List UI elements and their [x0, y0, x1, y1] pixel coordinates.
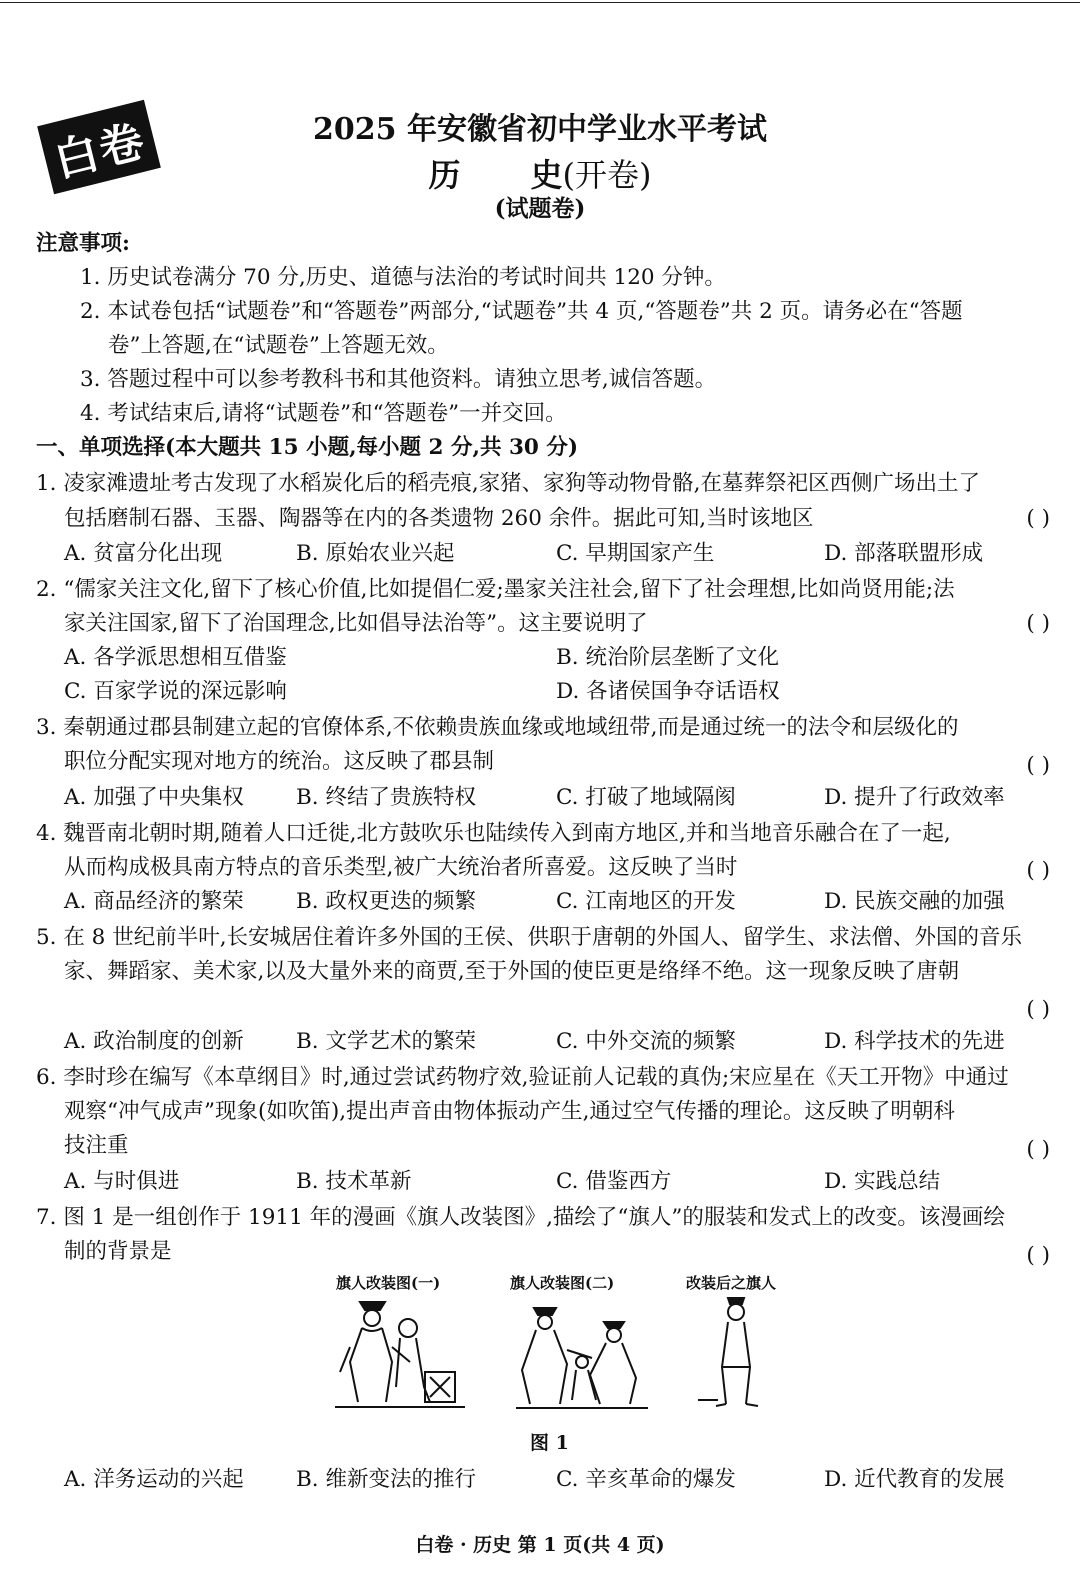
cartoon-figure-2	[512, 1300, 652, 1414]
answer-paren-3: ( )	[1026, 753, 1050, 778]
q3-option-d: D. 提升了行政效率	[824, 785, 1005, 810]
answer-paren-7: ( )	[1026, 1243, 1050, 1268]
section-heading: 一、单项选择(本大题共 15 小题,每小题 2 分,共 30 分)	[36, 435, 579, 460]
notice-line-2: 2. 本试卷包括“试题卷”和“答题卷”两部分,“试题卷”共 4 页,“答题卷”共 2 页。请务必在“答题	[80, 299, 963, 324]
q2-option-b: B. 统治阶层垄断了文化	[556, 645, 779, 670]
white-paper-stamp: 白卷	[37, 100, 161, 195]
q5-option-a: A. 政治制度的创新	[64, 1029, 244, 1054]
answer-paren-1: ( )	[1026, 506, 1050, 531]
q5-option-c: C. 中外交流的频繁	[556, 1029, 736, 1054]
q3-option-c: C. 打破了地域隔阂	[556, 785, 736, 810]
q3-option-a: A. 加强了中央集权	[64, 785, 244, 810]
question-7-line-2: 制的背景是	[64, 1239, 172, 1264]
question-4-line-1: 4. 魏晋南北朝时期,随着人口迁徙,北方鼓吹乐也陆续传入到南方地区,并和当地音乐融合在了一起,	[36, 821, 951, 846]
page-footer: 白卷 · 历史 第 1 页(共 4 页)	[415, 1534, 665, 1556]
q1-option-c: C. 早期国家产生	[556, 541, 715, 566]
q5-option-d: D. 科学技术的先进	[824, 1029, 1005, 1054]
question-3-line-2: 职位分配实现对地方的统治。这反映了郡县制	[64, 749, 495, 774]
subject-title: 历 史(开卷)	[428, 156, 652, 194]
answer-paren-6: ( )	[1026, 1137, 1050, 1162]
q2-option-c: C. 百家学说的深远影响	[64, 679, 287, 704]
q4-option-b: B. 政权更迭的频繁	[296, 889, 476, 914]
figure-caption-1: 旗人改装图(一)	[336, 1274, 441, 1292]
question-1-line-2: 包括磨制石器、玉器、陶器等在内的各类遗物 260 余件。据此可知,当时该地区	[64, 506, 814, 531]
question-3-line-1: 3. 秦朝通过郡县制建立起的官僚体系,不依赖贵族血缘或地域纽带,而是通过统一的法令和层级化的	[36, 715, 959, 740]
q4-option-a: A. 商品经济的繁荣	[64, 889, 244, 914]
q2-option-a: A. 各学派思想相互借鉴	[64, 645, 287, 670]
q1-option-b: B. 原始农业兴起	[296, 541, 455, 566]
notice-title: 注意事项:	[36, 231, 130, 256]
question-5-line-2: 家、舞蹈家、美术家,以及大量外来的商贾,至于外国的使臣更是络绎不绝。这一现象反映了唐朝	[64, 959, 960, 984]
q5-option-b: B. 文学艺术的繁荣	[296, 1029, 476, 1054]
q3-option-b: B. 终结了贵族特权	[296, 785, 476, 810]
figure-label: 图 1	[530, 1432, 569, 1454]
q1-option-a: A. 贫富分化出现	[64, 541, 223, 566]
q7-option-b: B. 维新变法的推行	[296, 1467, 476, 1492]
figure-caption-3: 改装后之旗人	[686, 1274, 777, 1292]
notice-line-2b: 卷”上答题,在“试题卷”上答题无效。	[108, 333, 449, 358]
q7-option-d: D. 近代教育的发展	[824, 1467, 1005, 1492]
q2-option-d: D. 各诸侯国争夺话语权	[556, 679, 780, 704]
question-6-line-3: 技注重	[64, 1133, 129, 1158]
question-2-line-1: 2. “儒家关注文化,留下了核心价值,比如提倡仁爱;墨家关注社会,留下了社会理想,比如尚贤用能;法	[36, 577, 955, 602]
q4-option-c: C. 江南地区的开发	[556, 889, 736, 914]
q7-option-a: A. 洋务运动的兴起	[64, 1467, 244, 1492]
question-4-line-2: 从而构成极具南方特点的音乐类型,被广大统治者所喜爱。这反映了当时	[64, 855, 738, 880]
question-6-line-2: 观察“冲气成声”现象(如吹笛),提出声音由物体振动产生,通过空气传播的理论。这反映了明朝科	[64, 1099, 955, 1124]
question-7-line-1: 7. 图 1 是一组创作于 1911 年的漫画《旗人改装图》,描绘了“旗人”的服装和发式上的改变。该漫画绘	[36, 1205, 1005, 1230]
q6-option-a: A. 与时俱进	[64, 1169, 180, 1194]
cartoon-figure-3	[696, 1292, 776, 1414]
figure-caption-2: 旗人改装图(二)	[510, 1274, 615, 1292]
answer-paren-5: ( )	[1026, 997, 1050, 1022]
q7-option-c: C. 辛亥革命的爆发	[556, 1467, 736, 1492]
q6-option-c: C. 借鉴西方	[556, 1169, 672, 1194]
answer-paren-4: ( )	[1026, 858, 1050, 883]
paper-type: (试题卷)	[494, 195, 586, 222]
notice-line-3: 3. 答题过程中可以参考教科书和其他资料。请独立思考,诚信答题。	[80, 367, 717, 392]
question-2-line-2: 家关注国家,留下了治国理念,比如倡导法治等”。这主要说明了	[64, 611, 648, 636]
question-1-line-1: 1. 凌家滩遗址考古发现了水稻炭化后的稻壳痕,家猪、家狗等动物骨骼,在墓葬祭祀区西侧广场出土了	[36, 471, 981, 496]
cartoon-figure-1	[330, 1292, 470, 1414]
top-border-line	[0, 2, 1080, 3]
q6-option-b: B. 技术革新	[296, 1169, 412, 1194]
notice-line-4: 4. 考试结束后,请将“试题卷”和“答题卷”一并交回。	[80, 401, 567, 426]
question-6-line-1: 6. 李时珍在编写《本草纲目》时,通过尝试药物疗效,验证前人记载的真伪;宋应星在《天工开物》中通过	[36, 1065, 1009, 1090]
q1-option-d: D. 部落联盟形成	[824, 541, 984, 566]
q4-option-d: D. 民族交融的加强	[824, 889, 1005, 914]
q6-option-d: D. 实践总结	[824, 1169, 941, 1194]
answer-paren-2: ( )	[1026, 611, 1050, 636]
question-5-line-1: 5. 在 8 世纪前半叶,长安城居住着许多外国的王侯、供职于唐朝的外国人、留学生、求法僧、外国的音乐	[36, 925, 1023, 950]
exam-title: 2025 年安徽省初中学业水平考试	[313, 112, 767, 147]
notice-line-1: 1. 历史试卷满分 70 分,历史、道德与法治的考试时间共 120 分钟。	[80, 265, 726, 290]
